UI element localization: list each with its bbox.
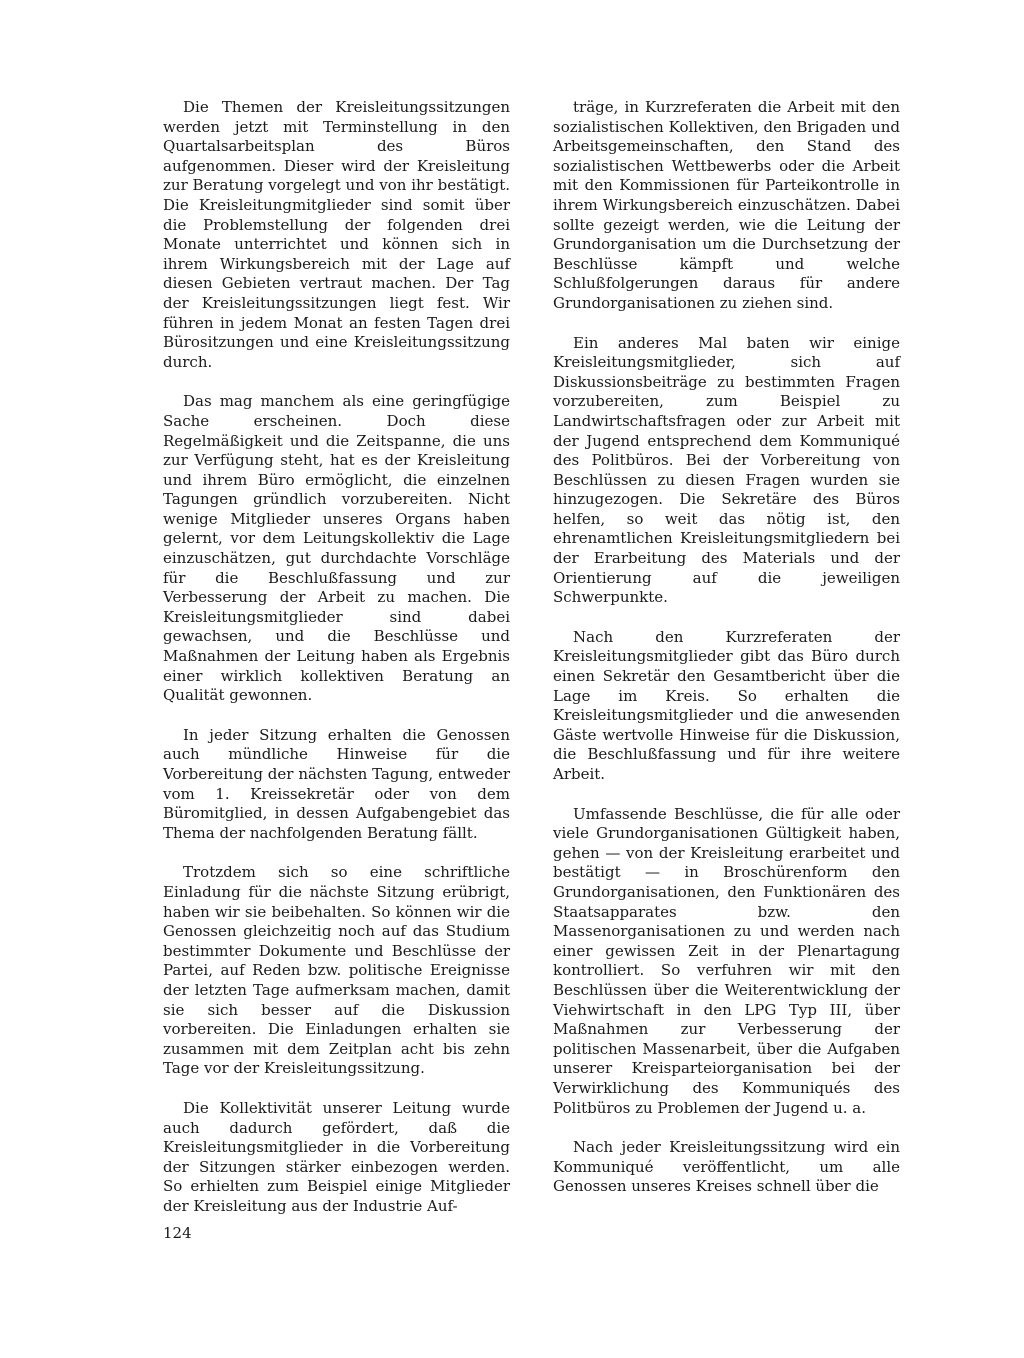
right-column (553, 98, 900, 1217)
page-number: 124 (163, 1224, 192, 1242)
paragraph: Ein anderes Mal baten wir einige Kreisleitungsmitglieder, sich auf Diskussionsbeiträge zu bestimmten Fragen vorzubereiten, zum Beispiel zu Landwirtschaftsfragen oder zur Arbeit mit der Jugend entsprechend dem Kommuniqué des Politbüros. Bei der Vorbereitung von Beschlüssen zu diesen Fragen wurden sie hinzugezogen. Die Sekretäre des Büros helfen, so weit das nötig ist, den ehrenamtlichen Kreisleitungsmitgliedern bei der Erarbeitung des Materials und der Orientierung auf die jeweiligen Schwerpunkte. (553, 333, 900, 607)
paragraph: Die Themen der Kreisleitungssitzungen werden jetzt mit Terminstellung in den Quartalsarbeitsplan des Büros aufgenommen. Dieser wird der Kreisleitung zur Beratung vorgelegt und von ihr bestätigt. Die Kreisleitungmitglieder sind somit über die Problemstellung der folgenden drei Monate unterrichtet und können sich in ihrem Wirkungsbereich mit der Lage auf diesen Gebieten vertraut machen. Der Tag der Kreisleitungssitzungen liegt fest. Wir führen in jedem Monat an festen Tagen drei Bürositzungen und eine Kreisleitungssitzung durch. (163, 98, 510, 371)
paragraph: Die Kollektivität unserer Leitung wurde auch dadurch gefördert, daß die Kreisleitungsmitglieder in die Vorbereitung der Sitzungen stärker einbezogen werden. So erhielten zum Beispiel einige Mitglieder der Kreisleitung aus der Industrie Auf- (163, 1098, 510, 1215)
paragraph: Umfassende Beschlüsse, die für alle oder viele Grundorganisationen Gültigkeit haben, gehen — von der Kreisleitung erarbeitet und bestätigt — in Broschürenform den Grundorganisationen, den Funktionären des Staatsapparates bzw. den Massenorganisationen zu und werden nach einer gewissen Zeit in der Plenartagung kontrolliert. So verfuhren wir mit den Beschlüssen über die Weiterentwicklung der Viehwirtschaft in den LPG Typ III, über Maßnahmen zur Verbesserung der politischen Massenarbeit, über die Aufgaben unserer Kreisparteiorganisation bei der Verwirklichung des Kommuniqués des Politbüros zu Problemen der Jugend u. a. (553, 804, 900, 1117)
left-column (163, 98, 510, 1236)
paragraph: Trotzdem sich so eine schriftliche Einladung für die nächste Sitzung erübrigt, haben wir sie beibehalten. So können wir die Genossen gleichzeitig noch auf das Studium bestimmter Dokumente und Beschlüsse der Partei, auf Reden bzw. politische Ereignisse der letzten Tage aufmerksam machen, damit sie sich besser auf die Diskussion vorbereiten. Die Einladungen erhalten sie zusammen mit dem Zeitplan acht bis zehn Tage vor der Kreisleitungssitzung. (163, 863, 510, 1078)
paragraph: Nach den Kurzreferaten der Kreisleitungsmitglieder gibt das Büro durch einen Sekretär den Gesamtbericht über die Lage im Kreis. So erhalten die Kreisleitungsmitglieder und die anwesenden Gäste wertvolle Hinweise für die Diskussion, die Beschlußfassung und für ihre weitere Arbeit. (553, 627, 900, 783)
paragraph: träge, in Kurzreferaten die Arbeit mit den sozialistischen Kollektiven, den Brigaden und Arbeitsgemeinschaften, den Stand des sozialistischen Wettbewerbs oder die Arbeit mit den Kommissionen für Parteikontrolle in ihrem Wirkungsbereich einzuschätzen. Dabei sollte gezeigt werden, wie die Leitung der Grundorganisation um die Durchsetzung der Beschlüsse kämpft und welche Schlußfolgerungen daraus für andere Grundorganisationen zu ziehen sind. (553, 98, 900, 312)
paragraph: Das mag manchem als eine geringfügige Sache erscheinen. Doch diese Regelmäßigkeit und die Zeitspanne, die uns zur Verfügung steht, hat es der Kreisleitung und ihrem Büro ermöglicht, die einzelnen Tagungen gründlich vorzubereiten. Nicht wenige Mitglieder unseres Organs haben gelernt, vor dem Leitungskollektiv die Lage einzuschätzen, gut durchdachte Vorschläge für die Beschlußfassung und zur Verbesserung der Arbeit zu machen. Die Kreisleitungsmitglieder sind dabei gewachsen, und die Beschlüsse und Maßnahmen der Leitung haben als Ergebnis einer wirklich kollektiven Beratung an Qualität gewonnen. (163, 392, 510, 705)
paragraph: In jeder Sitzung erhalten die Genossen auch mündliche Hinweise für die Vorbereitung der nächsten Tagung, entweder vom 1. Kreissekretär oder von dem Büromitglied, in dessen Aufgabengebiet das Thema der nachfolgenden Beratung fällt. (163, 725, 510, 842)
paragraph: Nach jeder Kreisleitungssitzung wird ein Kommuniqué veröffentlicht, um alle Genossen unseres Kreises schnell über die (553, 1138, 900, 1196)
